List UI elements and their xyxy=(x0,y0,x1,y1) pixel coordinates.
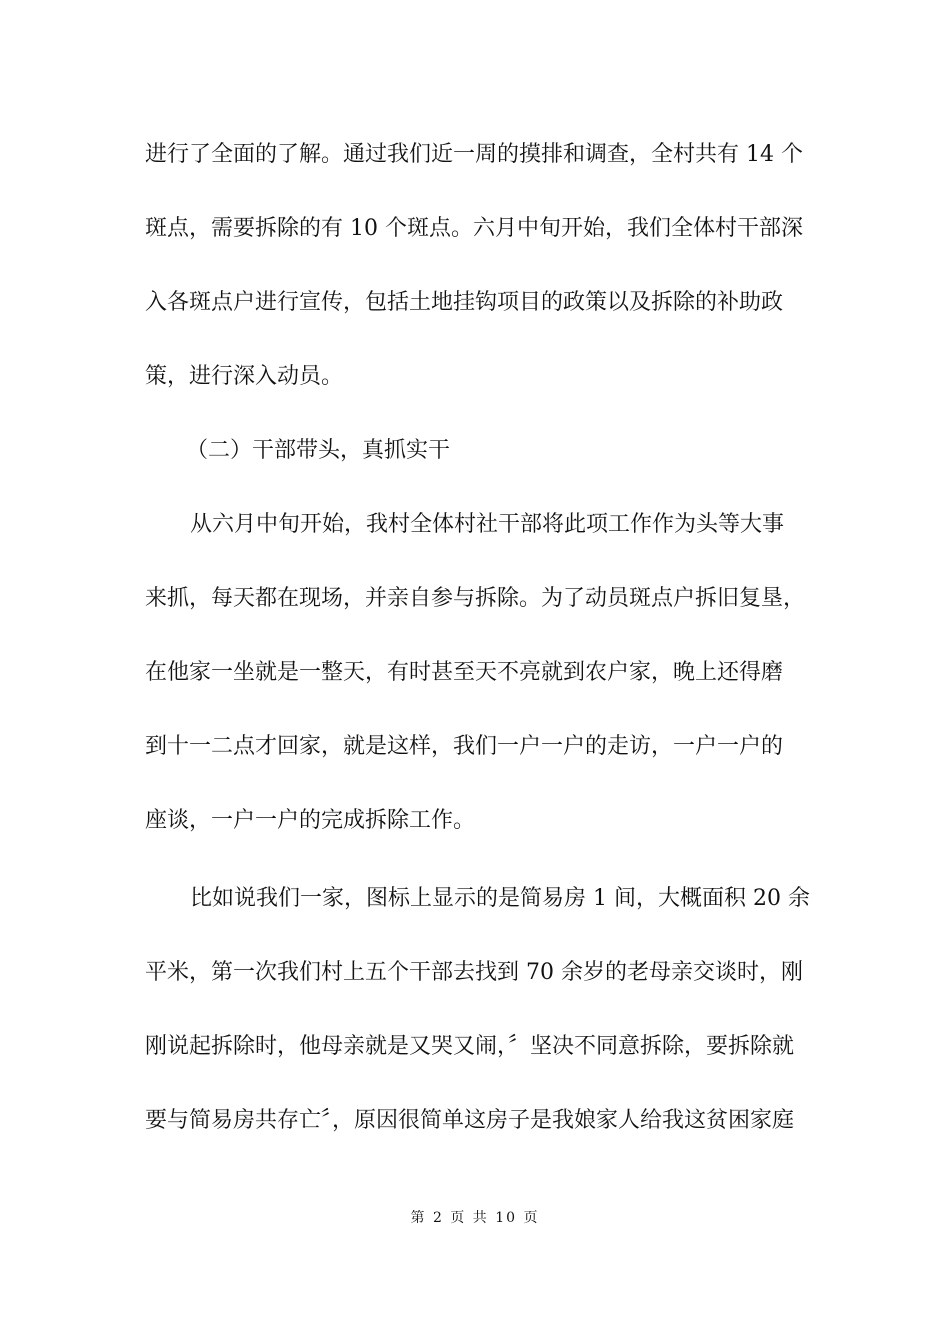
text-line: 进行了全面的了解。通过我们近一周的摸排和调查，全村共有 14 个 xyxy=(145,142,803,167)
text-line: 到十一二点才回家，就是这样，我们一户一户的走访，一户一户的 xyxy=(145,734,784,759)
text-line: 策，进行深入动员。 xyxy=(145,364,344,389)
section-heading: （二）干部带头，真抓实干 xyxy=(186,438,451,463)
page-number: 第 2 页 共 10 页 xyxy=(410,1210,540,1226)
text-line: 从六月中旬开始，我村全体村社干部将此项工作作为头等大事 xyxy=(190,512,785,537)
text-line: 比如说我们一家，图标上显示的是简易房 1 间，大概面积 20 余 xyxy=(190,886,810,911)
text-line: 要与简易房共存亡〞，原因很简单这房子是我娘家人给我这贫困家庭 xyxy=(145,1108,795,1133)
text-line: 在他家一坐就是一整天，有时甚至天不亮就到农户家，晚上还得磨 xyxy=(145,660,784,685)
text-line: 来抓，每天都在现场，并亲自参与拆除。为了动员斑点户拆旧复垦， xyxy=(145,586,806,611)
text-line: 座谈，一户一户的完成拆除工作。 xyxy=(145,808,476,833)
text-line: 平米，第一次我们村上五个干部去找到 70 余岁的老母亲交谈时，刚 xyxy=(145,960,803,985)
text-line: 斑点，需要拆除的有 10 个斑点。六月中旬开始，我们全体村干部深 xyxy=(145,216,803,241)
text-line: 刚说起拆除时，他母亲就是又哭又闹，〞坚决不同意拆除，要拆除就 xyxy=(145,1034,795,1059)
text-line: 入各斑点户进行宣传，包括土地挂钩项目的政策以及拆除的补助政 xyxy=(145,290,784,315)
